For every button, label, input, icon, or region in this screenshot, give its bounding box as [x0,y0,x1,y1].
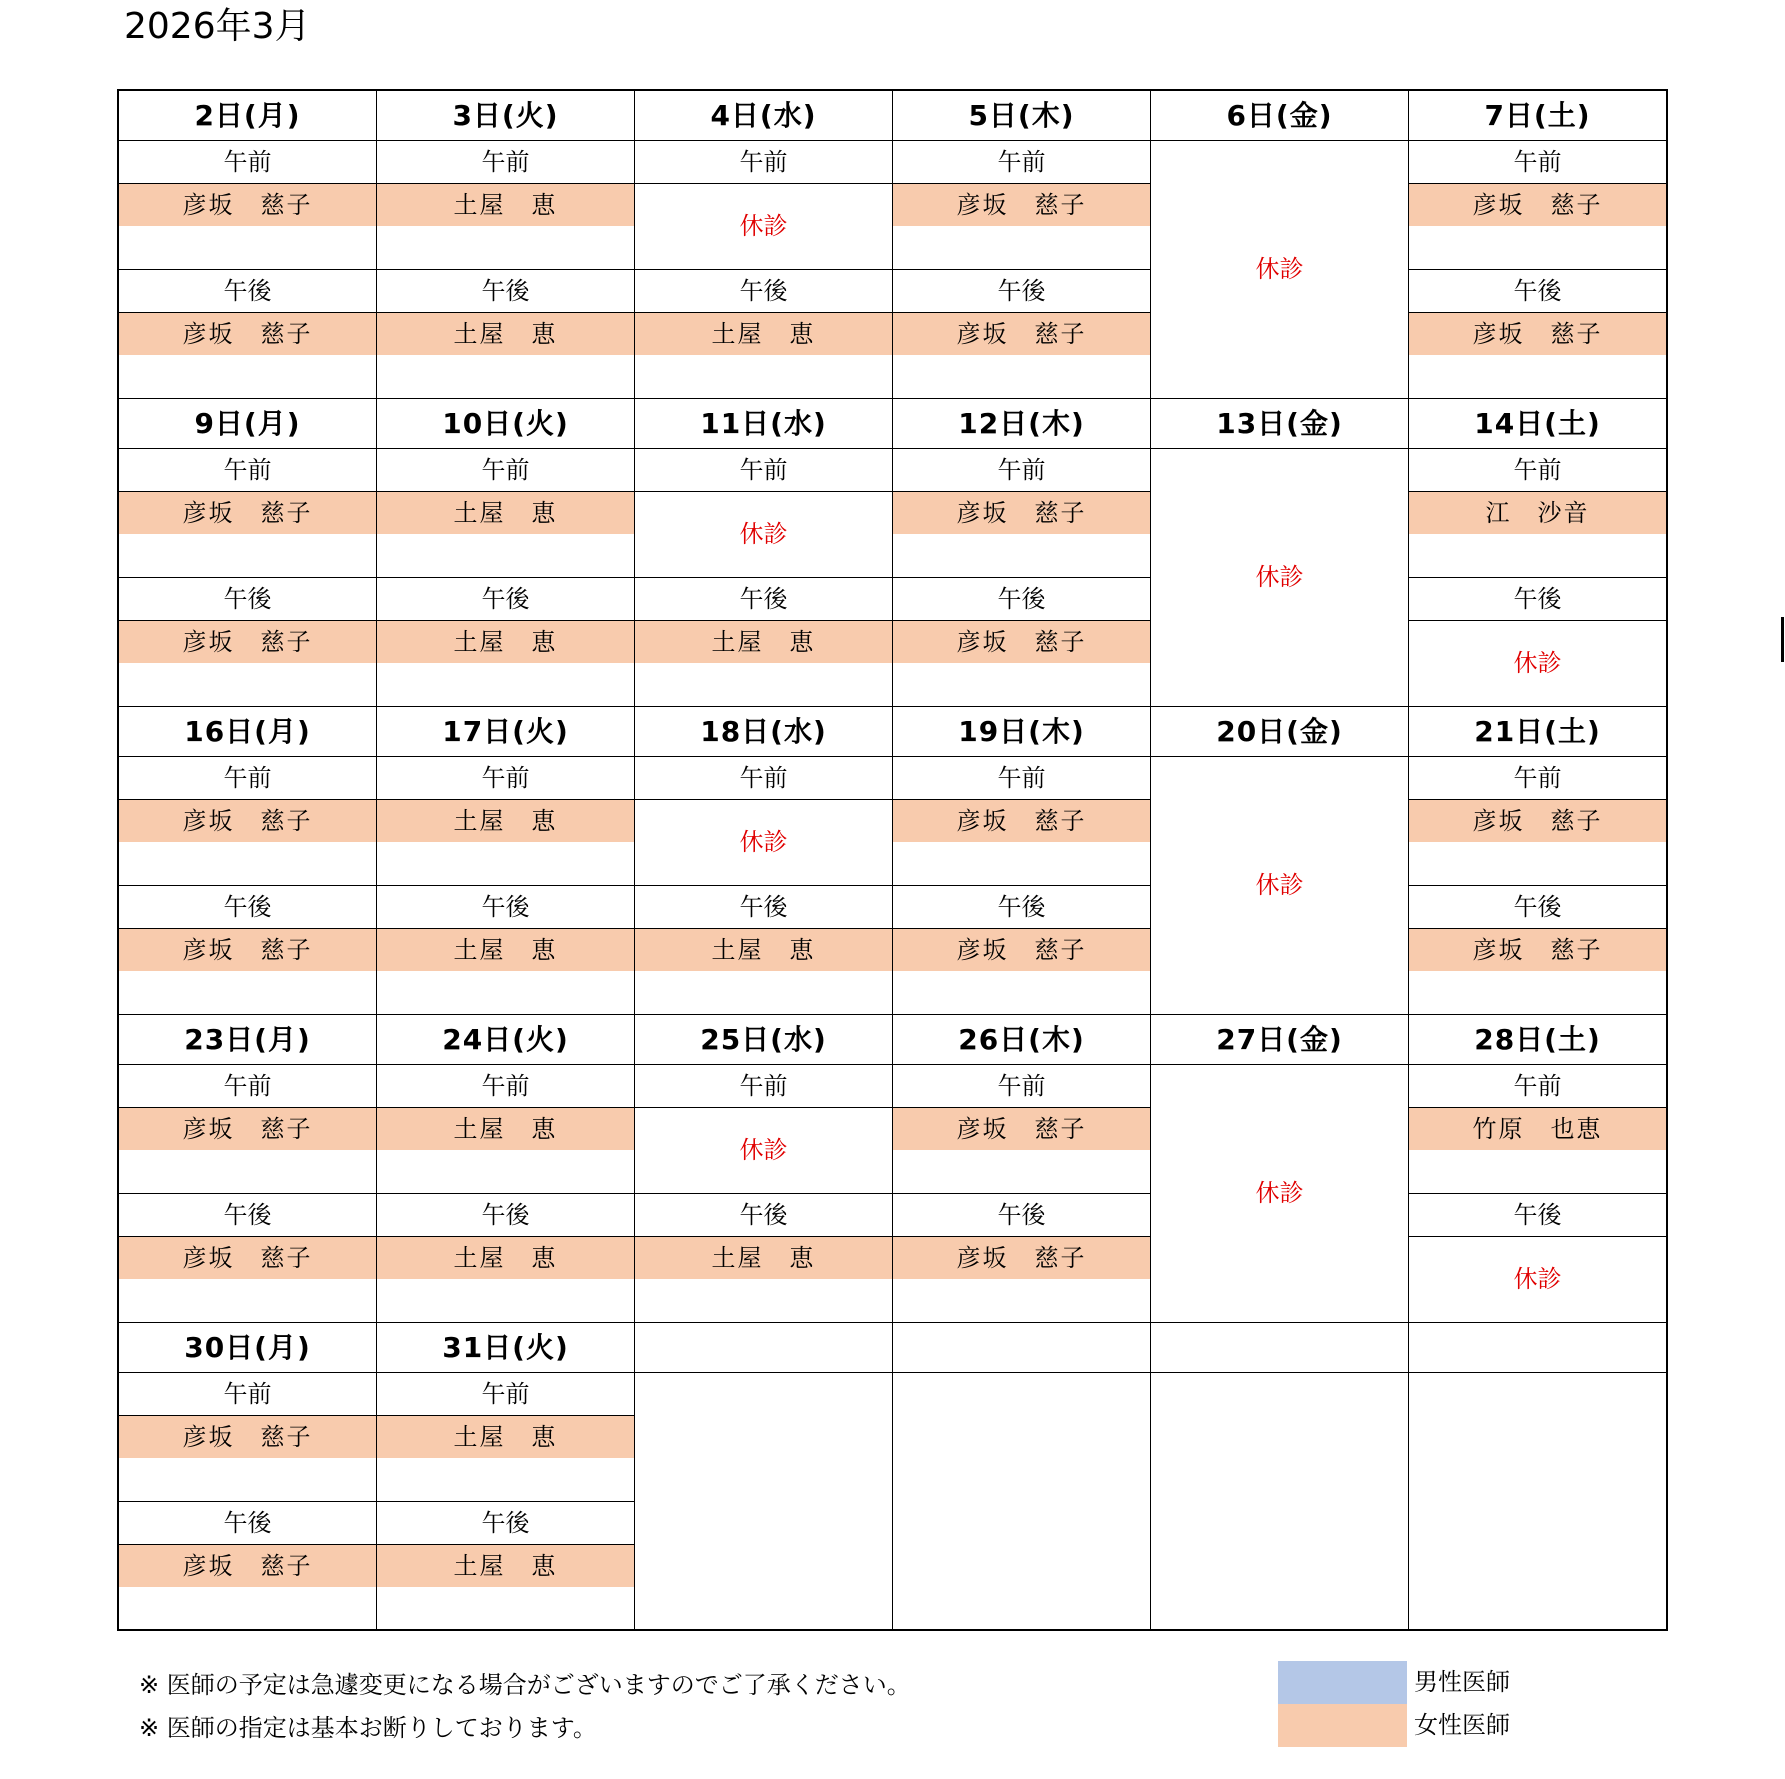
morning-slot [635,141,892,270]
morning-label: 午前 [635,757,892,800]
morning-label: 午前 [635,141,892,184]
afternoon-label: 午後 [1409,270,1666,313]
afternoon-label: 午後 [893,578,1150,621]
day-cell [635,707,893,1015]
morning-label: 午前 [377,757,634,800]
doctor-name: 土屋 恵 [377,313,634,355]
week-row [119,91,1666,399]
afternoon-label: 午後 [893,1194,1150,1237]
afternoon-slot [119,886,376,1014]
afternoon-label: 午後 [119,1502,376,1545]
legend-label-male: 男性医師 [1414,1668,1510,1696]
closed-label: 休診 [1255,563,1304,591]
morning-slot [635,449,892,578]
day-header: 30日(月) [119,1323,376,1373]
afternoon-label: 午後 [635,1194,892,1237]
morning-label: 午前 [377,449,634,492]
afternoon-slot [377,578,634,706]
day-cell [893,1323,1151,1629]
day-cell [119,399,377,707]
afternoon-slot [377,886,634,1014]
afternoon-slot [1409,578,1666,706]
doctor-name: 竹原 也恵 [1409,1108,1666,1150]
day-cell [119,1015,377,1323]
doctor-name: 彦坂 慈子 [893,184,1150,226]
morning-slot [893,1065,1150,1194]
morning-label: 午前 [893,449,1150,492]
morning-slot [893,141,1150,270]
morning-slot [119,1065,376,1194]
afternoon-label: 午後 [377,1502,634,1545]
morning-slot [377,757,634,886]
day-header: 9日(月) [119,399,376,449]
afternoon-slot [635,886,892,1014]
day-header [1409,1323,1666,1373]
doctor-name: 彦坂 慈子 [893,1237,1150,1279]
day-header: 3日(火) [377,91,634,141]
morning-label: 午前 [377,141,634,184]
afternoon-label: 午後 [635,270,892,313]
day-cell [893,1015,1151,1323]
doctor-name: 彦坂 慈子 [893,929,1150,971]
morning-label: 午前 [635,1065,892,1108]
morning-slot [377,449,634,578]
day-header: 18日(水) [635,707,892,757]
legend-label-female: 女性医師 [1414,1711,1510,1739]
note-line-2: ※ 医師の指定は基本お断りしております。 [139,1714,597,1742]
morning-label: 午前 [119,1065,376,1108]
doctor-name: 彦坂 慈子 [1409,313,1666,355]
day-cell [377,399,635,707]
day-cell [1151,91,1409,399]
day-cell [635,399,893,707]
morning-slot [893,757,1150,886]
afternoon-slot [119,270,376,398]
doctor-name: 彦坂 慈子 [119,1416,376,1458]
morning-slot [377,1065,634,1194]
doctor-name: 土屋 恵 [377,184,634,226]
afternoon-label: 午後 [893,270,1150,313]
doctor-name: 土屋 恵 [635,621,892,663]
day-header [893,1323,1150,1373]
doctor-name: 土屋 恵 [377,929,634,971]
day-header: 7日(土) [1409,91,1666,141]
day-header: 11日(水) [635,399,892,449]
closed-label: 休診 [1255,255,1304,283]
day-header: 24日(火) [377,1015,634,1065]
day-cell [1151,1015,1409,1323]
doctor-name: 彦坂 慈子 [1409,184,1666,226]
doctor-name: 彦坂 慈子 [119,621,376,663]
morning-label: 午前 [119,449,376,492]
afternoon-label: 午後 [119,578,376,621]
day-header: 17日(火) [377,707,634,757]
morning-label: 午前 [1409,449,1666,492]
day-header: 16日(月) [119,707,376,757]
day-header: 5日(木) [893,91,1150,141]
day-cell [893,399,1151,707]
day-header: 10日(火) [377,399,634,449]
day-cell [377,91,635,399]
day-cell [1409,399,1666,707]
day-cell [635,91,893,399]
afternoon-slot [893,270,1150,398]
day-cell [119,707,377,1015]
afternoon-label: 午後 [1409,578,1666,621]
day-cell [635,1323,893,1629]
day-header: 21日(土) [1409,707,1666,757]
day-header: 4日(水) [635,91,892,141]
morning-label: 午前 [119,1373,376,1416]
morning-label: 午前 [893,141,1150,184]
morning-slot [1409,141,1666,270]
morning-label: 午前 [893,1065,1150,1108]
morning-label: 午前 [119,757,376,800]
afternoon-label: 午後 [377,578,634,621]
doctor-name: 土屋 恵 [377,1108,634,1150]
day-cell [377,1323,635,1629]
week-row [119,1015,1666,1323]
morning-label: 午前 [1409,757,1666,800]
afternoon-label: 午後 [377,886,634,929]
day-header: 13日(金) [1151,399,1408,449]
doctor-name: 彦坂 慈子 [893,1108,1150,1150]
afternoon-label: 午後 [1409,1194,1666,1237]
afternoon-slot [1409,1194,1666,1322]
day-header: 25日(水) [635,1015,892,1065]
afternoon-slot [119,578,376,706]
afternoon-label: 午後 [635,886,892,929]
day-header: 28日(土) [1409,1015,1666,1065]
legend-swatch-male [1278,1661,1407,1704]
edge-marker [1781,617,1784,662]
day-header [635,1323,892,1373]
closed-label: 休診 [1513,1265,1562,1293]
closed-label: 休診 [739,828,788,856]
doctor-name: 土屋 恵 [377,621,634,663]
doctor-name: 彦坂 慈子 [119,1545,376,1587]
day-header: 20日(金) [1151,707,1408,757]
doctor-name: 彦坂 慈子 [893,313,1150,355]
afternoon-label: 午後 [119,1194,376,1237]
day-header: 31日(火) [377,1323,634,1373]
day-header [1151,1323,1408,1373]
afternoon-label: 午後 [119,270,376,313]
morning-label: 午前 [1409,141,1666,184]
morning-label: 午前 [893,757,1150,800]
doctor-name: 彦坂 慈子 [119,1237,376,1279]
day-cell [1151,399,1409,707]
afternoon-slot [119,1194,376,1322]
doctor-name: 彦坂 慈子 [893,800,1150,842]
day-header: 26日(木) [893,1015,1150,1065]
doctor-name: 江 沙音 [1409,492,1666,534]
afternoon-slot [119,1502,376,1630]
closed-label: 休診 [1255,1179,1304,1207]
morning-slot [377,141,634,270]
afternoon-slot [893,1194,1150,1322]
doctor-name: 彦坂 慈子 [893,621,1150,663]
doctor-name: 彦坂 慈子 [119,929,376,971]
morning-slot [635,757,892,886]
morning-slot [1409,449,1666,578]
morning-label: 午前 [119,141,376,184]
afternoon-slot [635,1194,892,1322]
morning-label: 午前 [1409,1065,1666,1108]
afternoon-slot [1409,270,1666,398]
doctor-name: 土屋 恵 [377,1545,634,1587]
page-title: 2026年3月 [124,6,311,47]
day-cell [1151,1323,1409,1629]
morning-slot [635,1065,892,1194]
afternoon-slot [377,1502,634,1630]
morning-slot [377,1373,634,1502]
afternoon-slot [893,886,1150,1014]
closed-label: 休診 [1255,871,1304,899]
afternoon-slot [377,270,634,398]
afternoon-label: 午後 [119,886,376,929]
day-header: 19日(木) [893,707,1150,757]
afternoon-label: 午後 [635,578,892,621]
doctor-name: 彦坂 慈子 [893,492,1150,534]
morning-label: 午前 [635,449,892,492]
morning-slot [1409,1065,1666,1194]
day-header: 6日(金) [1151,91,1408,141]
day-header: 12日(木) [893,399,1150,449]
day-cell [1409,707,1666,1015]
morning-slot [119,449,376,578]
doctor-name: 彦坂 慈子 [119,492,376,534]
afternoon-label: 午後 [1409,886,1666,929]
doctor-name: 土屋 恵 [377,800,634,842]
day-header: 23日(月) [119,1015,376,1065]
day-cell [1409,91,1666,399]
day-cell [1409,1015,1666,1323]
afternoon-slot [377,1194,634,1322]
doctor-name: 彦坂 慈子 [119,800,376,842]
closed-label: 休診 [1513,649,1562,677]
morning-slot [1409,757,1666,886]
day-header: 14日(土) [1409,399,1666,449]
afternoon-label: 午後 [377,270,634,313]
closed-label: 休診 [739,1136,788,1164]
doctor-name: 土屋 恵 [377,1416,634,1458]
note-line-1: ※ 医師の予定は急遽変更になる場合がございますのでご了承ください。 [139,1671,911,1699]
afternoon-label: 午後 [893,886,1150,929]
doctor-name: 土屋 恵 [635,1237,892,1279]
doctor-name: 彦坂 慈子 [119,313,376,355]
doctor-name: 土屋 恵 [635,313,892,355]
day-cell [377,1015,635,1323]
day-cell [893,91,1151,399]
day-cell [893,707,1151,1015]
afternoon-label: 午後 [377,1194,634,1237]
doctor-name: 土屋 恵 [377,1237,634,1279]
morning-slot [119,1373,376,1502]
week-row [119,707,1666,1015]
closed-label: 休診 [739,520,788,548]
day-cell [377,707,635,1015]
week-row [119,1323,1666,1629]
doctor-name: 彦坂 慈子 [1409,800,1666,842]
week-row [119,399,1666,707]
day-cell [635,1015,893,1323]
schedule-calendar [117,89,1668,1631]
day-cell [1151,707,1409,1015]
doctor-name: 彦坂 慈子 [119,184,376,226]
day-header: 27日(金) [1151,1015,1408,1065]
morning-label: 午前 [377,1373,634,1416]
afternoon-slot [893,578,1150,706]
day-header: 2日(月) [119,91,376,141]
morning-label: 午前 [377,1065,634,1108]
day-cell [119,1323,377,1629]
doctor-name: 彦坂 慈子 [119,1108,376,1150]
legend-swatch-female [1278,1704,1407,1747]
morning-slot [119,141,376,270]
afternoon-slot [635,578,892,706]
day-cell [1409,1323,1666,1629]
morning-slot [119,757,376,886]
doctor-name: 彦坂 慈子 [1409,929,1666,971]
afternoon-slot [635,270,892,398]
closed-label: 休診 [739,212,788,240]
doctor-name: 土屋 恵 [635,929,892,971]
morning-slot [893,449,1150,578]
doctor-name: 土屋 恵 [377,492,634,534]
afternoon-slot [1409,886,1666,1014]
day-cell [119,91,377,399]
